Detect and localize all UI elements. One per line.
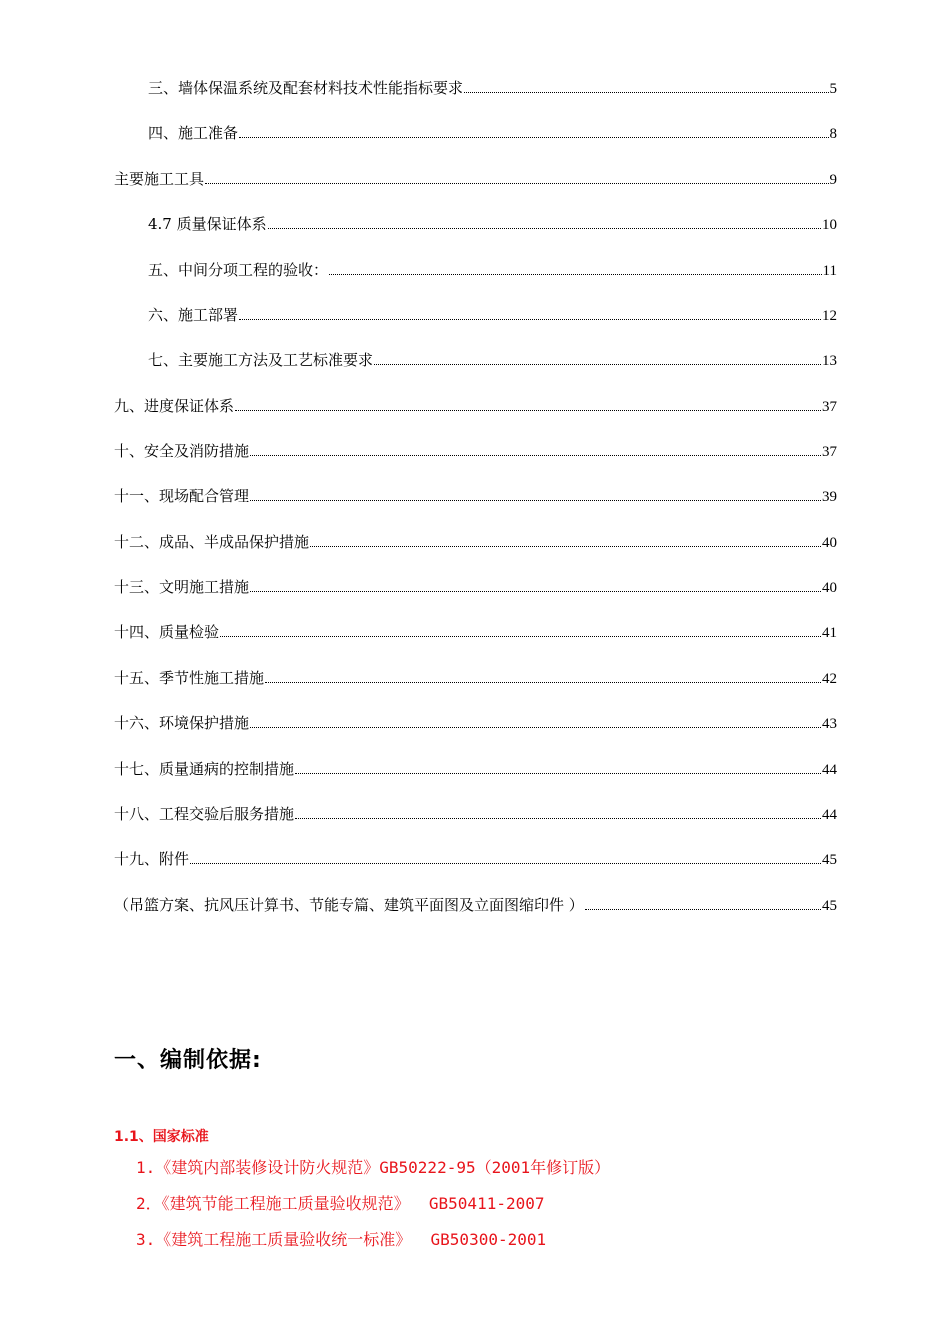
toc-entry[interactable]	[114, 895, 837, 916]
toc-entry[interactable]	[148, 260, 837, 281]
toc-entry[interactable]	[114, 804, 837, 825]
toc-entry-label: 十二、成品、半成品保护措施	[114, 533, 310, 551]
toc-leader	[250, 727, 821, 728]
toc-entry[interactable]	[148, 123, 837, 144]
toc-entry-label: 十一、现场配合管理	[114, 487, 250, 505]
toc-entry[interactable]	[114, 668, 837, 689]
toc-entry-label: 九、进度保证体系	[114, 397, 235, 415]
toc-leader	[265, 682, 821, 683]
toc-leader	[239, 137, 828, 138]
toc-entry-page: 11	[822, 263, 837, 279]
toc-leader	[235, 410, 821, 411]
toc-entry-label: 四、施工准备	[148, 124, 239, 142]
toc-entry-page: 13	[822, 353, 837, 369]
toc-leader	[295, 818, 821, 819]
toc-entry-page: 37	[822, 399, 837, 415]
section-heading: 一、编制依据:	[114, 1048, 262, 1073]
toc-entry[interactable]	[114, 577, 837, 598]
toc-entry[interactable]	[114, 169, 837, 190]
toc-entry[interactable]	[114, 441, 837, 462]
toc-entry-page: 41	[822, 625, 837, 641]
toc-leader	[205, 183, 828, 184]
toc-leader	[295, 773, 821, 774]
toc-leader	[190, 863, 821, 864]
toc-entry-label: 十四、质量检验	[114, 623, 220, 641]
toc-entry-label: （吊篮方案、抗风压计算书、节能专篇、建筑平面图及立面图缩印件 ）	[114, 896, 584, 914]
toc-entry-page: 9	[829, 172, 837, 188]
toc-leader	[464, 92, 828, 93]
standards-list	[136, 1150, 610, 1258]
toc-entry-label: 六、施工部署	[148, 306, 239, 324]
toc-entry-label: 三、墙体保温系统及配套材料技术性能指标要求	[148, 79, 464, 97]
toc-entry[interactable]	[148, 350, 837, 371]
toc-entry[interactable]	[148, 214, 837, 235]
toc-entry-page: 40	[822, 580, 837, 596]
toc-leader	[310, 546, 821, 547]
toc-entry-page: 8	[829, 126, 837, 142]
toc-entry-label: 十六、环境保护措施	[114, 714, 250, 732]
toc-entry-page: 5	[829, 81, 837, 97]
toc-entry[interactable]	[148, 78, 837, 99]
toc-entry-label: 主要施工工具	[114, 170, 205, 188]
subsection-heading: 1.1、国家标准	[114, 1129, 209, 1145]
toc-entry[interactable]	[114, 759, 837, 780]
toc-entry[interactable]	[114, 532, 837, 553]
toc-entry[interactable]	[114, 486, 837, 507]
toc-entry-page: 12	[822, 308, 837, 324]
toc-entry-label: 十八、工程交验后服务措施	[114, 805, 295, 823]
toc-entry-page: 42	[822, 671, 837, 687]
toc-leader	[268, 228, 821, 229]
toc-entry-page: 45	[822, 852, 837, 868]
standard-item: 1.《建筑内部装修设计防火规范》GB50222-95（2001年修订版）	[136, 1158, 611, 1177]
toc-leader	[374, 364, 821, 365]
toc-leader	[250, 455, 821, 456]
toc-entry-page: 37	[822, 444, 837, 460]
toc-leader	[329, 274, 822, 275]
toc-entry-label: 七、主要施工方法及工艺标准要求	[148, 351, 374, 369]
toc-entry[interactable]	[114, 713, 837, 734]
toc-entry-page: 40	[822, 535, 837, 551]
toc-entry-page: 44	[822, 807, 837, 823]
toc-leader	[585, 909, 821, 910]
toc-entry-label: 十三、文明施工措施	[114, 578, 250, 596]
toc-entry-page: 44	[822, 762, 837, 778]
toc-leader	[239, 319, 821, 320]
toc-entry[interactable]	[148, 305, 837, 326]
toc-entry-page: 43	[822, 716, 837, 732]
toc-entry-label: 十五、季节性施工措施	[114, 669, 265, 687]
toc-entry-label: 五、中间分项工程的验收：	[148, 261, 329, 279]
toc-entry-page: 39	[822, 489, 837, 505]
toc-entry-label: 十、安全及消防措施	[114, 442, 250, 460]
toc-leader	[250, 591, 821, 592]
toc-entry[interactable]	[114, 396, 837, 417]
toc-entry[interactable]	[114, 849, 837, 870]
toc-entry-label: 4.7 质量保证体系	[148, 215, 267, 233]
toc-entry-page: 10	[822, 217, 837, 233]
toc-entry-label: 十九、附件	[114, 850, 190, 868]
toc-entry-page: 45	[822, 898, 837, 914]
standard-item: 3.《建筑工程施工质量验收统一标准》 GB50300-2001	[136, 1230, 547, 1249]
toc-entry[interactable]	[114, 622, 837, 643]
toc-leader	[250, 500, 821, 501]
toc-leader	[220, 636, 821, 637]
standard-item: 2．《建筑节能工程施工质量验收规范》 GB50411-2007	[136, 1194, 545, 1213]
toc-entry-label: 十七、质量通病的控制措施	[114, 760, 295, 778]
